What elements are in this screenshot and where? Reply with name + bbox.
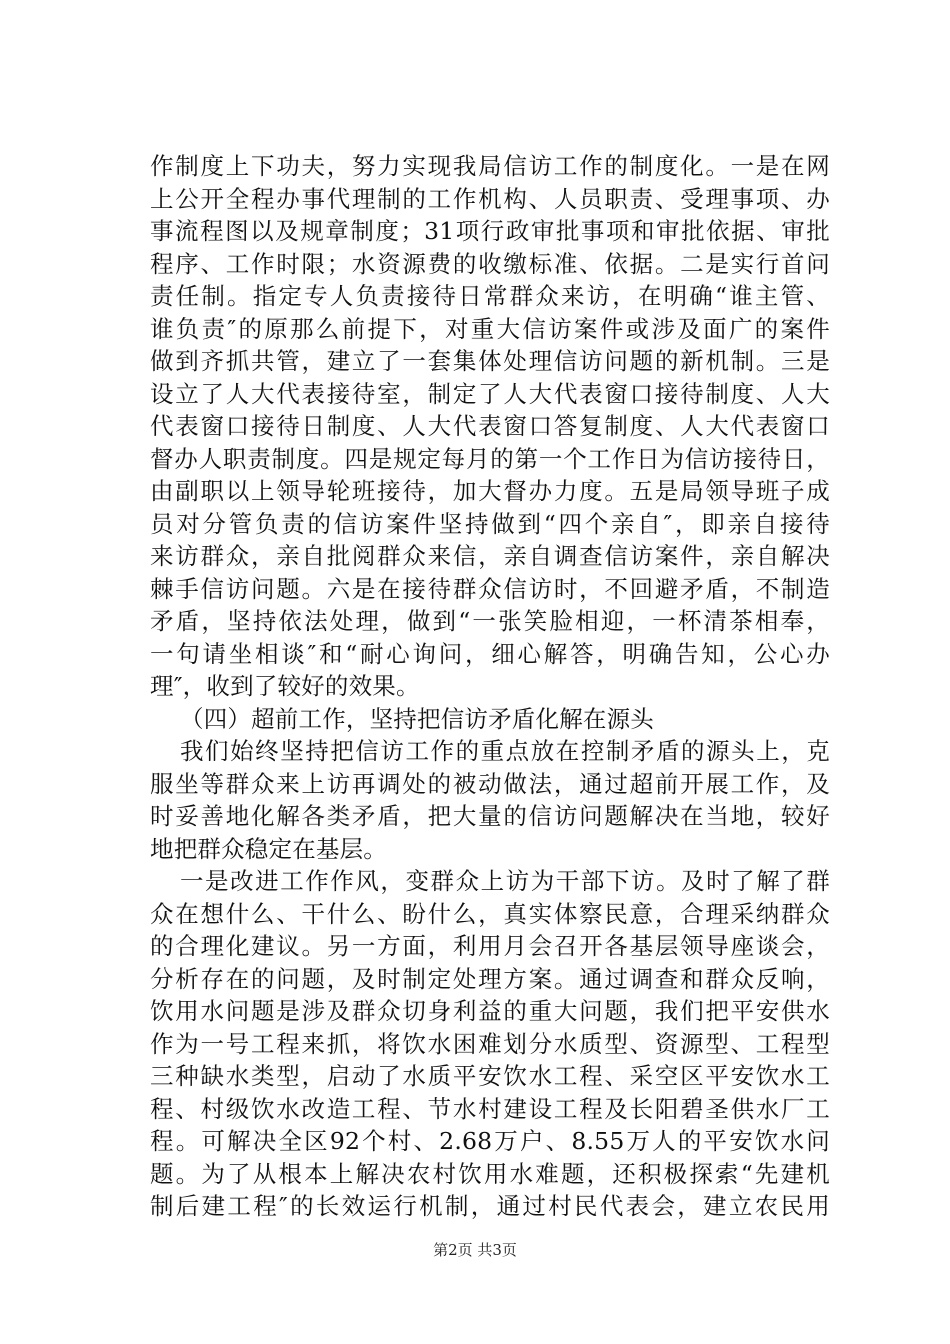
text-line: 我们始终坚持把信访工作的重点放在控制矛盾的源头上，克 xyxy=(180,737,830,765)
text-line: 矛盾，坚持依法处理，做到“一张笑脸相迎，一杯清茶相奉， xyxy=(150,607,830,635)
text-line: 的合理化建议。另一方面，利用月会召开各基层领导座谈会， xyxy=(150,932,830,960)
text-line: 代表窗口接待日制度、人大代表窗口答复制度、人大代表窗口 xyxy=(150,412,830,440)
text-line: 众在想什么、干什么、盼什么，真实体察民意，合理采纳群众 xyxy=(150,899,830,928)
text-line: 地把群众稳定在基层。 xyxy=(150,834,387,863)
text-line: 一是改进工作作风，变群众上访为干部下访。及时了解了群 xyxy=(180,867,830,895)
text-line: 题。为了从根本上解决农村饮用水难题，还积极探索“先建机 xyxy=(150,1159,830,1188)
text-line: 员对分管负责的信访案件坚持做到“四个亲自″，即亲自接待 xyxy=(150,509,830,538)
document-body xyxy=(150,150,830,1223)
text-line: 设立了人大代表接待室，制定了人大代表窗口接待制度、人大 xyxy=(150,379,830,408)
text-line: 程序、工作时限；水资源费的收缴标准、依据。二是实行首问 xyxy=(150,249,830,278)
text-line: 一句请坐相谈″和“耐心询问，细心解答，明确告知，公心办 xyxy=(150,639,830,668)
text-line: 作为一号工程来抓，将饮水困难划分水质型、资源型、工程型 xyxy=(150,1029,830,1058)
text-line: 由副职以上领导轮班接待，加大督办力度。五是局领导班子成 xyxy=(150,477,830,505)
text-line: 分析存在的问题，及时制定处理方案。通过调查和群众反响， xyxy=(150,964,830,993)
text-line: 督办人职责制度。四是规定每月的第一个工作日为信访接待日， xyxy=(150,444,830,473)
text-line: 三种缺水类型，启动了水质平安饮水工程、采空区平安饮水工 xyxy=(150,1062,830,1090)
text-line: 来访群众，亲自批阅群众来信，亲自调查信访案件，亲自解决 xyxy=(150,542,830,570)
text-line: 理″，收到了较好的效果。 xyxy=(150,672,420,700)
text-line: 程、村级饮水改造工程、节水村建设工程及长阳碧圣供水厂工 xyxy=(150,1094,830,1123)
text-line: 事流程图以及规章制度；31项行政审批事项和审批依据、审批 xyxy=(150,217,830,245)
page-number-footer: 第2页 共3页 xyxy=(433,1241,517,1259)
text-line: 程。可解决全区92个村、2.68万户、8.55万人的平安饮水问 xyxy=(150,1127,830,1155)
section-heading: （四）超前工作，坚持把信访矛盾化解在源头 xyxy=(180,704,654,733)
text-line: 谁负责″的原那么前提下，对重大信访案件或涉及面广的案件 xyxy=(150,314,830,343)
text-line: 制后建工程″的长效运行机制，通过村民代表会，建立农民用 xyxy=(150,1192,830,1220)
text-line: 责任制。指定专人负责接待日常群众来访，在明确“谁主管、 xyxy=(150,282,830,310)
text-line: 时妥善地化解各类矛盾，把大量的信访问题解决在当地，较好 xyxy=(150,802,830,830)
text-line: 做到齐抓共管，建立了一套集体处理信访问题的新机制。三是 xyxy=(150,347,830,375)
text-line: 服坐等群众来上访再调处的被动做法，通过超前开展工作，及 xyxy=(150,769,830,798)
text-line: 饮用水问题是涉及群众切身利益的重大问题，我们把平安供水 xyxy=(150,997,830,1025)
text-line: 棘手信访问题。六是在接待群众信访时，不回避矛盾，不制造 xyxy=(150,574,830,603)
text-line: 作制度上下功夫，努力实现我局信访工作的制度化。一是在网 xyxy=(150,152,830,180)
text-line: 上公开全程办事代理制的工作机构、人员职责、受理事项、办 xyxy=(150,184,830,213)
